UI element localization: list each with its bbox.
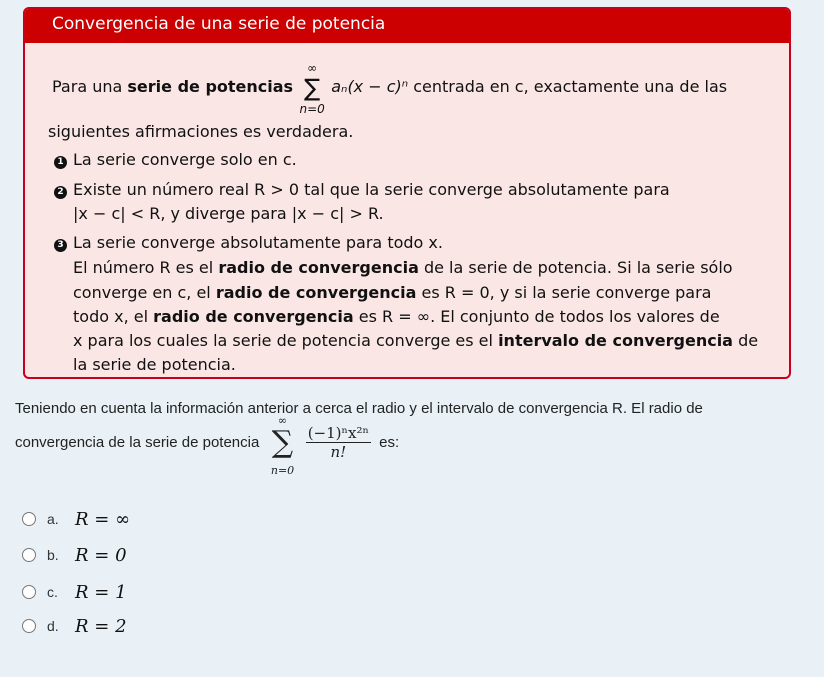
intro-sum-bottom: n=0 — [299, 102, 325, 116]
para-line-1 — [73, 258, 733, 277]
intro-prefix: Para una — [52, 77, 123, 96]
question-suffix: es: — [379, 434, 400, 451]
option-a-letter: a. — [47, 511, 59, 527]
theorem-intro-line2: siguientes afirmaciones es verdadera. — [48, 122, 354, 141]
para-l1-b: radio de convergencia — [218, 258, 419, 277]
question-sum — [268, 413, 298, 477]
option-b[interactable] — [22, 545, 127, 565]
intro-term: aₙ(x − c)ⁿ — [331, 77, 409, 96]
para-l3-a: todo x, el — [73, 307, 149, 326]
number-1-icon: 1 — [54, 156, 67, 169]
sigma-icon: ∑ — [304, 74, 321, 102]
number-3-icon: 3 — [54, 239, 67, 252]
radio-button-a[interactable] — [22, 512, 36, 526]
para-l3-b: radio de convergencia — [153, 307, 354, 326]
option-d-value: R = 2 — [75, 615, 127, 637]
question-sum-top: ∞ — [277, 413, 288, 427]
option-b-letter: b. — [47, 547, 59, 563]
para-l2-a: converge en c, el — [73, 283, 211, 302]
para-l1-c: de la serie de potencia. Si la serie sólo — [423, 258, 733, 277]
theorem-box — [23, 7, 791, 379]
intro-suffix: centrada en c, exactamente una de las — [413, 77, 728, 96]
para-line-2 — [73, 283, 711, 302]
option-d[interactable] — [22, 616, 127, 636]
para-l4-b: intervalo de convergencia — [498, 331, 733, 350]
para-line-3 — [73, 307, 720, 326]
para-l1-a: El número R es el — [73, 258, 214, 277]
question-sum-bottom: n=0 — [270, 463, 295, 477]
intro-sum-top: ∞ — [307, 61, 318, 75]
option-c-letter: c. — [47, 584, 58, 600]
fraction-numerator: (−1)ⁿx²ⁿ — [307, 424, 369, 442]
para-l2-c: es R = 0, y si la serie converge para — [421, 283, 712, 302]
para-l4-c: de — [738, 331, 759, 350]
item-1-text: La serie converge solo en c. — [73, 150, 297, 169]
option-d-letter: d. — [47, 618, 59, 634]
number-2-icon: 2 — [54, 186, 67, 199]
option-b-value: R = 0 — [75, 544, 127, 566]
option-c-value: R = 1 — [75, 581, 127, 603]
radio-button-c[interactable] — [22, 585, 36, 599]
theorem-item-3 — [54, 233, 443, 252]
fraction-denominator: n! — [306, 442, 371, 461]
para-l2-b: radio de convergencia — [215, 283, 417, 302]
question-line-2 — [15, 413, 400, 477]
option-a[interactable] — [22, 509, 130, 529]
option-c[interactable] — [22, 582, 127, 602]
intro-bold: serie de potencias — [127, 77, 294, 96]
item-2-text-line1: Existe un número real R > 0 tal que la serie converge absolutamente para — [73, 180, 670, 199]
radio-button-d[interactable] — [22, 619, 36, 633]
option-a-value: R = ∞ — [75, 508, 131, 530]
intro-series-sum — [298, 61, 326, 116]
theorem-intro-line1 — [52, 61, 728, 116]
para-line-4 — [73, 331, 758, 350]
question-fraction — [306, 424, 371, 461]
item-3-text: La serie converge absolutamente para todo x. — [73, 233, 443, 252]
theorem-item-1 — [54, 150, 297, 169]
question-line-1: Teniendo en cuenta la información anterior a cerca el radio y el intervalo de convergencia R. El radio de — [15, 400, 703, 417]
theorem-title: Convergencia de una serie de potencia — [25, 9, 789, 43]
theorem-item-2 — [54, 180, 670, 199]
radio-button-b[interactable] — [22, 548, 36, 562]
para-l4-a: x para los cuales la serie de potencia converge es el — [73, 331, 493, 350]
item-2-text-line2: |x − c| < R, y diverge para |x − c| > R. — [73, 204, 384, 223]
para-line-5: la serie de potencia. — [73, 355, 236, 374]
para-l3-c: es R = ∞. El conjunto de todos los valores de — [358, 307, 720, 326]
sigma-icon: ∑ — [271, 424, 294, 460]
question-prefix: convergencia de la serie de potencia — [15, 434, 260, 451]
